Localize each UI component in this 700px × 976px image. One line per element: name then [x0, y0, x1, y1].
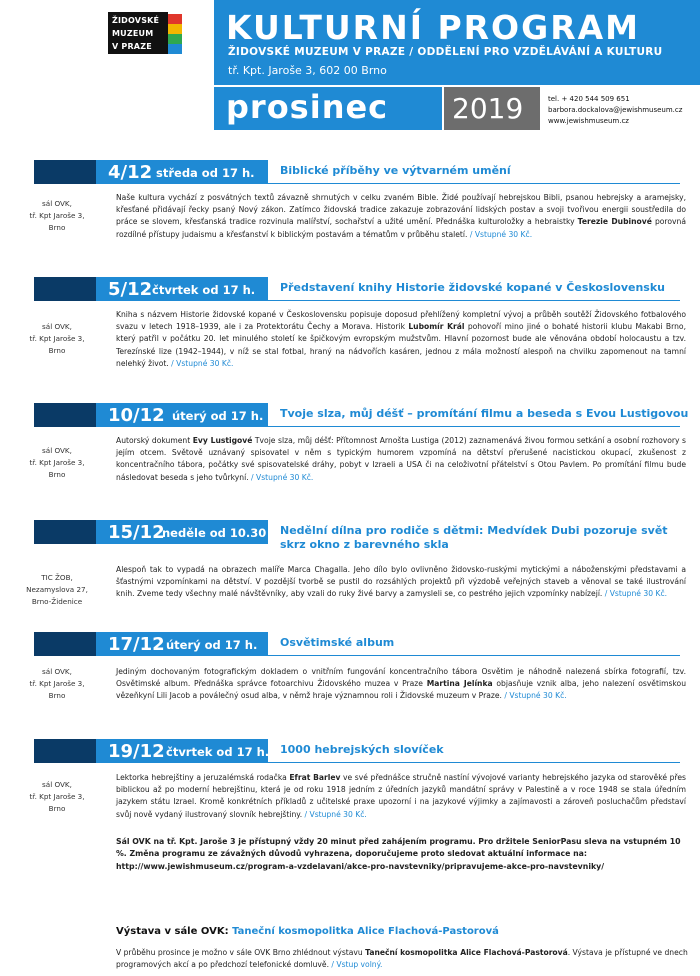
- contact-web[interactable]: www.jewishmuseum.cz: [548, 117, 629, 125]
- event-day-time: čtvrtek od 17 h.: [152, 283, 256, 297]
- lecturer-name: Evy Lustigové: [192, 436, 253, 445]
- location-line: Nezamyslova 27,: [26, 585, 88, 594]
- contact-email[interactable]: barbora.dockalova@jewishmuseum.cz: [548, 106, 683, 114]
- event-date: 10/12: [108, 405, 165, 426]
- location-line: sál OVK,: [42, 199, 72, 208]
- logo-wordmark: [108, 12, 168, 54]
- location-line: sál OVK,: [42, 780, 72, 789]
- event-day-time: čtvrtek od 17 h.: [166, 745, 270, 759]
- lecturer-name: Efrat Barlev: [289, 773, 341, 782]
- location-line: tř. Kpt Jaroše 3,: [29, 458, 85, 467]
- lecturer-name: Martina Jelínka: [426, 679, 493, 689]
- logo-line: ŽIDOVSKÉ: [112, 16, 160, 25]
- event-title-underline: [268, 300, 680, 301]
- logo-color-bars: [168, 14, 182, 54]
- contact-info: [548, 94, 682, 127]
- event-day-time: úterý od 17 h.: [166, 638, 258, 652]
- location-line: tř. Kpt Jaroše 3,: [29, 211, 85, 220]
- event-location: [22, 666, 92, 702]
- event-location: [22, 779, 92, 815]
- event-date: 17/12: [108, 634, 165, 655]
- exhibition-name-bold: Taneční kosmopolitka Alice Flachová-Pastorová: [365, 948, 568, 957]
- event-day-time: neděle od 10.30 h.: [162, 526, 283, 540]
- exhibition-heading: [116, 926, 499, 937]
- event-location: [22, 321, 92, 357]
- event-title-underline: [268, 426, 680, 427]
- description-text: V průběhu prosince je možno v sále OVK Brno zhlédnout výstavu: [116, 948, 366, 957]
- event-date: 4/12: [108, 162, 153, 183]
- location-line: tř. Kpt Jaroše 3,: [29, 792, 85, 801]
- event-location: [22, 198, 92, 234]
- location-line: sál OVK,: [42, 446, 72, 455]
- event-location: [22, 445, 92, 481]
- description-text: Alespoň tak to vypadá na obrazech malíře Marca Chagalla. Jeho dílo bylo ovlivněno židovsko-ruskými mytickými a náboženskými představami a šťastnými vzpomínkami na dětství. V pozdější tvorbě se pustil do rozsáhlých projektů při výzdobě veřejných staveb a věnoval se také ilustrování knih. Zveme tedy všechny malé návštěvníky, aby vzali do ruky živé barvy a zamysleli se, co pestrého jejich vzpomínky nabízejí.: [116, 565, 686, 599]
- location-line: tř. Kpt Jaroše 3,: [29, 334, 85, 343]
- event-date: 19/12: [108, 741, 165, 762]
- event-date: 5/12: [108, 279, 153, 300]
- event-title-underline: [268, 183, 680, 184]
- event-title: Tvoje slza, můj déšť – promítání filmu a beseda s Evou Lustigovou: [280, 407, 689, 420]
- header-address: tř. Kpt. Jaroše 3, 602 00 Brno: [228, 64, 387, 77]
- year-label: 2019: [452, 92, 524, 125]
- logo-line: V PRAZE: [112, 42, 152, 51]
- event-description: [116, 666, 686, 703]
- description-text: . Výstava je přístupné ve dnech programových akcí a po předchozí telefonické domluvě.: [116, 948, 688, 970]
- location-line: sál OVK,: [42, 322, 72, 331]
- entry-fee: / Vstupné 30 Kč.: [251, 472, 314, 482]
- event-title-underline: [268, 762, 680, 763]
- page-subtitle: ŽIDOVSKÉ MUZEUM V PRAZE / ODDĚLENÍ PRO VZDĚLÁVÁNÍ A KULTURU: [228, 46, 663, 58]
- description-text: pohovoří mino jiné o bohaté historii klubu Makabi Brno, který patřil v počátku 20. let minulého století ke špičkovým evropským mužstvům. Hlavní pozornost bude ale věnována období holocaustu a tzv. Terezínské lize (1942–1944), v níž se stal fotbal, hraný na nádvořích kasáren, jednou z mála možností alespoň na chvilku zapomenout na tamní nelehký život.: [116, 322, 686, 368]
- event-description: [116, 435, 686, 484]
- event-description: [116, 309, 686, 370]
- event-title: Osvětimské album: [280, 636, 395, 649]
- event-title-underline: [268, 655, 680, 656]
- footer-note: Sál OVK na tř. Kpt. Jaroše 3 je přístupný vždy 20 minut před zahájením programu. Pro držitele SeniorPasu sleva na vstupném 10 %. Změna programu ze závažných důvodů vyhrazena, doporučujeme proto sledovat aktuální informace na: http://www.jewishmuseum.cz/program-a-vzdelavani/akce-pro-navstevniky/pripravujeme-akce-pro-navstevniky/: [116, 837, 681, 871]
- description-text: porovná rozdílné přístupy judaismu a křesťanství k biblickým postavám a tématům v průběhu staletí.: [116, 217, 686, 239]
- event-title: Nedělní dílna pro rodiče s dětmi: Medvídek Dubi pozoruje svět: [280, 524, 668, 537]
- event-day-time: středa od 17 h.: [156, 166, 255, 180]
- description-text: Jediným dochovaným fotografickým dokladem o vnitřním fungování koncentračního tábora Osvětim je náhodně nalezená sbírka fotografií, tzv. Osvětimské album. Přednáška správce fotoarchivu Židovského muzea v Praze: [116, 667, 686, 689]
- logo-line: MUZEUM: [112, 29, 154, 38]
- location-line: sál OVK,: [42, 667, 72, 676]
- event-title: Představení knihy Historie židovské kopané v Československu: [280, 281, 665, 294]
- location-line: Brno: [48, 223, 66, 232]
- contact-phone: tel. + 420 544 509 651: [548, 95, 630, 103]
- location-line: Brno: [48, 691, 66, 700]
- description-text: Kniha s názvem Historie židovské kopané v Československu popisuje doposud přehlížený kompletní vývoj a průběh soutěží Židovského fotbalového svazu v letech 1918–1939, ale i za Protektorátu Čechy a Morava. Historik: [116, 310, 686, 332]
- entry-fee: / Vstupné 30 Kč.: [304, 809, 367, 819]
- page-title: KULTURNÍ PROGRAM: [226, 8, 640, 47]
- location-line: Brno: [48, 346, 66, 355]
- lecturer-name: Lubomír Král: [408, 322, 465, 332]
- month-label: prosinec: [226, 88, 389, 126]
- location-line: Brno-Židenice: [31, 597, 83, 606]
- event-title-line2: skrz okno z barevného skla: [280, 538, 449, 551]
- location-line: tř. Kpt Jaroše 3,: [29, 679, 85, 688]
- entry-fee: / Vstupné 30 Kč.: [171, 358, 234, 368]
- event-title: 1000 hebrejských slovíček: [280, 743, 444, 756]
- event-day-time: úterý od 17 h.: [172, 409, 264, 423]
- description-text: ve své přednášce stručně nastíní vývojové varianty hebrejského jazyka od starověké přes biblickou až po moderní hebrejštinu, která je od roku 1918 jedním z úředních jazyků mandátní správy v Palestině a v roce 1948 se stala úředním jazykem státu Izrael. Kromě konkrétních příkladů z učitelské praxe upozorní i na jazykové výjimky a zajímavosti a zároveň posluchačům představí svůj nově vydaný ilustrovaný slovník hebrejštiny.: [116, 773, 686, 819]
- exhibition-description: [116, 947, 688, 971]
- entry-fee: / Vstup volný.: [331, 960, 383, 970]
- exhibition-name: Taneční kosmopolitka Alice Flachová-Pastorová: [232, 926, 499, 937]
- entry-fee: / Vstupné 30 Kč.: [469, 229, 533, 239]
- entry-fee: / Vstupné 30 Kč.: [504, 691, 567, 701]
- event-date: 15/12: [108, 522, 165, 543]
- event-location: [22, 572, 92, 608]
- lecturer-name: Terezie Dubinové: [577, 217, 652, 227]
- event-description: [116, 772, 686, 821]
- exhibition-label: Výstava v sále OVK:: [116, 926, 233, 937]
- description-text: Autorský dokument: [116, 436, 193, 445]
- location-line: Brno: [48, 804, 66, 813]
- description-text: Naše kultura vychází z posvátných textů závazně shrnutých v celku zvaném Bible. Židé používají hebrejskou Bibli, psanou hebrejsky a aramejsky, křesťané přidávají řecky psaný Nový zákon. Zatímco židovská tradice zakazuje zobrazování lidských postav a svoji tvořivou energii soustředila do práce se slovem, křesťanská tradice rozvinula malířství, sochařství a užité umění. Přednáška kulturoložky a hebraistky: [116, 193, 686, 227]
- location-line: Brno: [48, 470, 66, 479]
- description-text: Tvoje slza, můj déšť: Přítomnost Arnošta Lustiga (2012) zaznamenává živou formou setkání a osobní rozhovory s jejím otcem. Světově uznávaný spisovatel v něm s typickým humorem vzpomíná na dětství přerušené nacistickou okupací, zkušenost z koncentračního tábora, počátky své spisovatelské dráhy, pobyt v Izraeli a USA či na celoživotní přátelství s Otou Pavlem. Po promítání filmu bude následovat beseda s jeho tvůrkyní.: [116, 436, 686, 482]
- event-description: [116, 192, 686, 241]
- description-text: Lektorka hebrejštiny a jeruzalémská rodačka: [116, 773, 290, 782]
- description-text: objasňuje vznik alba, jeho nalezení osvětimskou vězeňkyní Lili Jacob a poválečný osud alba, v němž hraje významnou roli i Židovské muzeum v Praze.: [116, 679, 687, 701]
- museum-logo: [108, 12, 184, 62]
- location-line: TIC ŽOB,: [41, 573, 73, 582]
- event-description: [116, 564, 686, 601]
- event-title: Biblické příběhy ve výtvarném umění: [280, 164, 511, 177]
- entry-fee: / Vstupné 30 Kč.: [604, 589, 668, 599]
